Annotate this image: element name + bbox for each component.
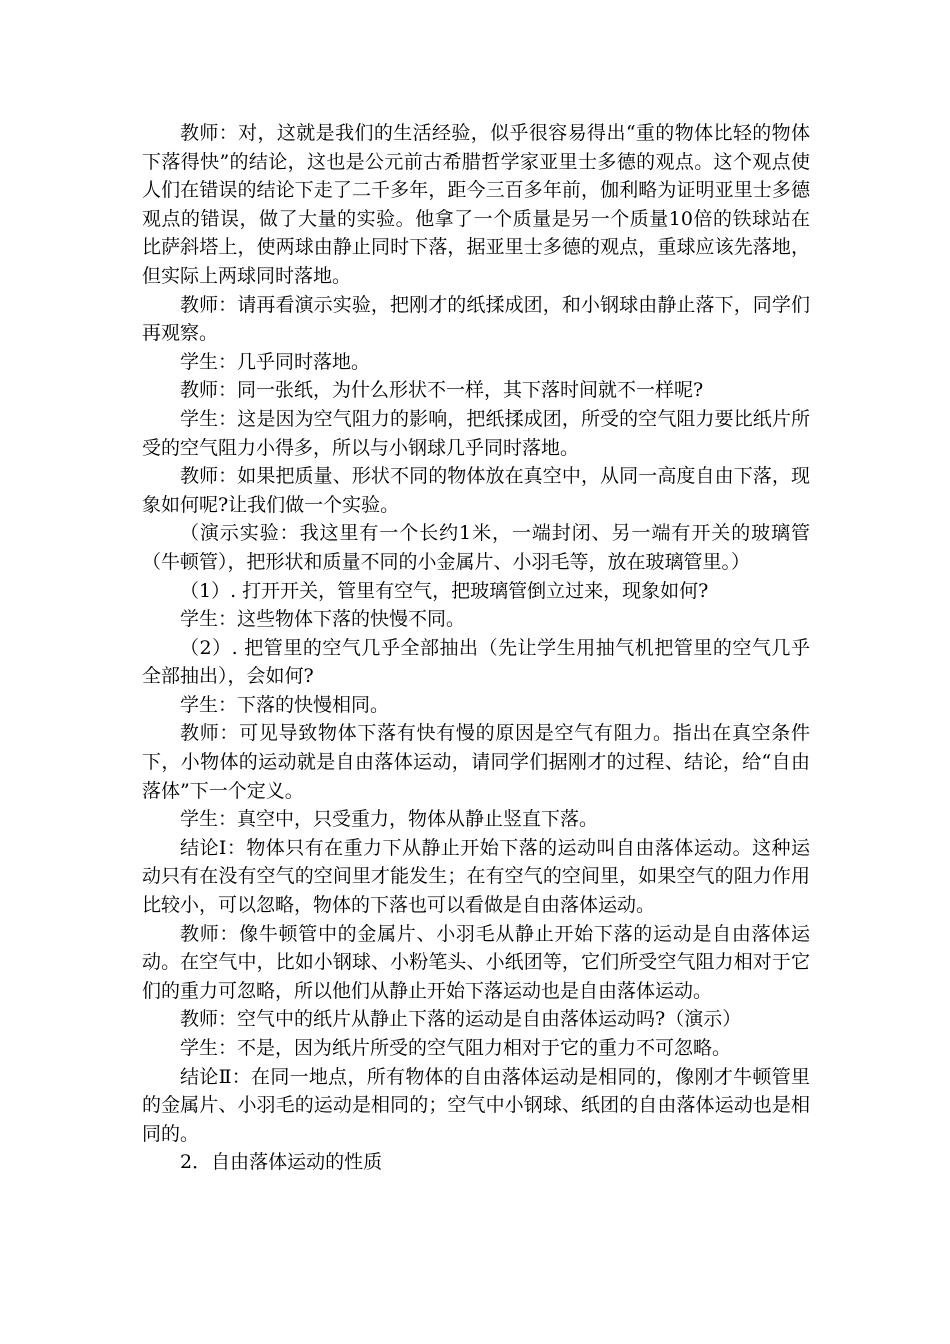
paragraph-step-2: （2）. 把管里的空气几乎全部抽出（先让学生用抽气机把管里的空气几乎全部抽出），会如何? xyxy=(142,636,810,688)
paragraph-conclusion-2: 结论Ⅱ：在同一地点，所有物体的自由落体运动是相同的，像刚才牛顿管里的金属片、小羽毛的运动是相同的；空气中小钢球、纸团的自由落体运动也是相同的。 xyxy=(142,1065,810,1145)
paragraph-teacher-question-1: 教师：同一张纸，为什么形状不一样，其下落时间就不一样呢? xyxy=(180,379,704,402)
paragraph-teacher-explanation: 教师：像牛顿管中的金属片、小羽毛从静止开始下落的运动是自由落体运动。在空气中，比如小钢球、小粉笔头、小纸团等，它们所受空气阻力相对于它们的重力可忽略，所以他们从静止开始下落运动也是自由落体运动。 xyxy=(142,922,810,1002)
paragraph-student-answer-1: 学生：几乎同时落地。 xyxy=(180,350,371,373)
paragraph-galileo: 教师：对，这就是我们的生活经验，似乎很容易得出“重的物体比轻的物体下落得快”的结论，这也是公元前古希腊哲学家亚里士多德的观点。这个观点使人们在错误的结论下走了二千多年，距今三百多年前，伽利略为证明亚里士多德观点的错误，做了大量的实验。他拿了一个质量是另一个质量10倍的铁球站在比萨斜塔上，使两球由静止同时下落，据亚里士多德的观点，重球应该先落地，但实际上两球同时落地。 xyxy=(142,122,810,287)
section-heading-nature: 2．自由落体运动的性质 xyxy=(180,1151,383,1174)
paragraph-teacher-question-3: 教师：空气中的纸片从静止下落的运动是自由落体运动吗?（演示） xyxy=(180,1008,742,1031)
paragraph-student-answer-6: 学生：不是，因为纸片所受的空气阻力相对于它的重力不可忽略。 xyxy=(180,1037,732,1059)
paragraph-conclusion-1: 结论Ⅰ：物体只有在重力下从静止开始下落的运动叫自由落体运动。这种运动只有在没有空气的空间里才能发生；在有空气的空间里，如果空气的阻力作用比较小，可以忽略，物体的下落也可以看做是自由落体运动。 xyxy=(142,836,810,917)
paragraph-teacher-question-2: 教师：如果把质量、形状不同的物体放在真空中，从同一高度自由下落，现象如何呢?让我们做一个实验。 xyxy=(142,465,810,516)
paragraph-student-answer-3: 学生：这些物体下落的快慢不同。 xyxy=(180,608,466,631)
paragraph-step-1: （1）. 打开开关，管里有空气，把玻璃管倒立过来，现象如何? xyxy=(180,579,709,602)
paragraph-teacher-definition: 教师：可见导致物体下落有快有慢的原因是空气有阻力。指出在真空条件下，小物体的运动就是自由落体运动，请同学们据刚才的过程、结论，给“自由落体”下一个定义。 xyxy=(142,722,810,802)
paragraph-demo-newton-tube: （演示实验：我这里有一个长约1米，一端封闭、另一端有开关的玻璃管（牛顿管），把形状和质量不同的小金属片、小羽毛等，放在玻璃管里。） xyxy=(142,522,810,573)
paragraph-student-answer-4: 学生：下落的快慢相同。 xyxy=(180,693,390,716)
paragraph-demo-paper-ball: 教师：请再看演示实验，把刚才的纸揉成团，和小钢球由静止落下，同学们再观察。 xyxy=(142,293,810,345)
paragraph-student-answer-5: 学生：真空中，只受重力，物体从静止竖直下落。 xyxy=(180,808,599,831)
document-body xyxy=(142,119,810,1177)
paragraph-student-answer-2: 学生：这是因为空气阻力的影响，把纸揉成团，所受的空气阻力要比纸片所受的空气阻力小得多，所以与小钢球几乎同时落地。 xyxy=(142,407,810,459)
